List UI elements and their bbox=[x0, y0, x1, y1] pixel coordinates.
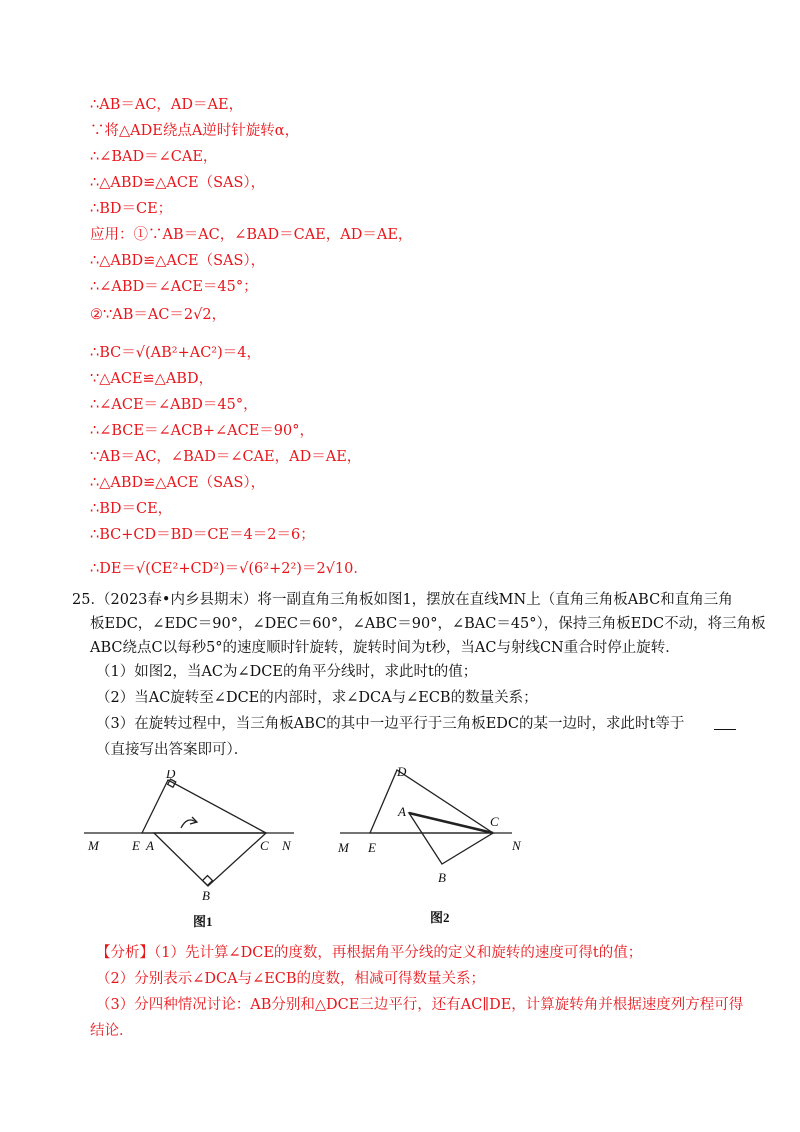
question-line: （2）当AC旋转至∠DCE的内部时，求∠DCA与∠ECB的数量关系； bbox=[96, 690, 538, 706]
question-number: 25． bbox=[72, 592, 105, 608]
fig2-label: N bbox=[512, 838, 521, 853]
analysis-line: （3）分四种情况讨论：AB分别和△DCE三边平行，还有AC∥DE，计算旋转角并根据速度列方程可得 bbox=[96, 997, 744, 1013]
question-line: （3）在旋转过程中，当三角板ABC的其中一边平行于三角板EDC的某一边时，求此时t等于 bbox=[96, 716, 685, 732]
triangle-abc bbox=[409, 813, 493, 864]
question-line: （2023春•内乡县期末）将一副直角三角板如图1，摆放在直线MN上（直角三角板ABC和直角三角 bbox=[96, 592, 733, 608]
figure-1 bbox=[80, 770, 310, 930]
fig2-label: M bbox=[338, 840, 349, 855]
fig2-label: D bbox=[397, 764, 407, 779]
fig1-label: M bbox=[88, 838, 99, 853]
solution-line: ∵△ACE≌△ABD， bbox=[90, 371, 214, 387]
solution-line: ∴△ABD≌△ACE（SAS）， bbox=[90, 175, 266, 191]
fig1-label: D bbox=[166, 770, 176, 781]
fig1-caption: 图1 bbox=[193, 914, 213, 929]
figure-2 bbox=[330, 762, 540, 927]
triangle-edc bbox=[142, 780, 266, 833]
solution-line: 应用：①∵AB＝AC，∠BAD＝CAE，AD＝AE， bbox=[90, 227, 413, 243]
solution-line: ∴DE＝√(CE²+CD²)＝√(6²+2²)＝2√10． bbox=[90, 561, 368, 577]
question-line: ABC绕点C以每秒5°的速度顺时针旋转，旋转时间为t秒，当AC与射线CN重合时停止旋转． bbox=[90, 640, 680, 656]
analysis-tag: 【分析】 bbox=[96, 945, 154, 961]
solution-line: ∵将△ADE绕点A逆时针旋转α， bbox=[90, 123, 300, 139]
solution-line: ∴BC＝√(AB²+AC²)＝4， bbox=[90, 345, 261, 361]
solution-line: ∴∠ACE＝∠ABD＝45°， bbox=[90, 397, 258, 413]
question-line: （1）如图2，当AC为∠DCE的角平分线时，求此时t的值； bbox=[96, 664, 478, 680]
question-line: （直接写出答案即可）． bbox=[96, 742, 249, 758]
fig1-label: A bbox=[146, 838, 154, 853]
analysis-line: （2）分别表示∠DCA与∠ECB的度数，相减可得数量关系； bbox=[96, 971, 486, 987]
fig2-label: B bbox=[438, 870, 446, 885]
analysis-line bbox=[96, 944, 642, 962]
solution-line: ∴BD＝CE， bbox=[90, 501, 173, 517]
fig2-label: C bbox=[490, 814, 499, 829]
solution-line: ∴∠BCE＝∠ACB+∠ACE＝90°， bbox=[90, 423, 314, 439]
fig1-label: C bbox=[260, 838, 269, 853]
rotation-arrow bbox=[181, 820, 196, 828]
solution-line: ②∵AB＝AC＝2√2， bbox=[90, 307, 227, 323]
solution-line: ∵AB＝AC，∠BAD＝∠CAE，AD＝AE， bbox=[90, 449, 362, 465]
solution-line: ∴BD＝CE； bbox=[90, 201, 173, 217]
fig2-label: E bbox=[368, 840, 376, 855]
triangle-edc bbox=[370, 770, 493, 833]
solution-line: ∴BC+CD＝BD＝CE＝4＝2＝6； bbox=[90, 527, 315, 543]
solution-line: ∴△ABD≌△ACE（SAS）， bbox=[90, 475, 266, 491]
analysis-line: 结论． bbox=[90, 1023, 134, 1039]
side-ac bbox=[409, 813, 493, 833]
fig1-label: E bbox=[132, 838, 140, 853]
solution-line: ∴∠BAD＝∠CAE， bbox=[90, 149, 218, 165]
fig2-label: A bbox=[398, 804, 406, 819]
question-line: 板EDC，∠EDC＝90°，∠DEC＝60°，∠ABC＝90°，∠BAC＝45°），保持三角板EDC不动，将三角板 bbox=[90, 616, 766, 632]
fig2-caption: 图2 bbox=[430, 910, 450, 925]
solution-line: ∴∠ABD＝∠ACE＝45°； bbox=[90, 279, 258, 295]
answer-blank bbox=[714, 715, 736, 735]
solution-line: ∴AB＝AC，AD＝AE， bbox=[90, 97, 244, 113]
solution-line: ∴△ABD≌△ACE（SAS）， bbox=[90, 253, 266, 269]
analysis-text: （1）先计算∠DCE的度数，再根据角平分线的定义和旋转的速度可得t的值； bbox=[154, 945, 643, 961]
fig1-label: B bbox=[202, 888, 210, 903]
fig1-label: N bbox=[282, 838, 291, 853]
